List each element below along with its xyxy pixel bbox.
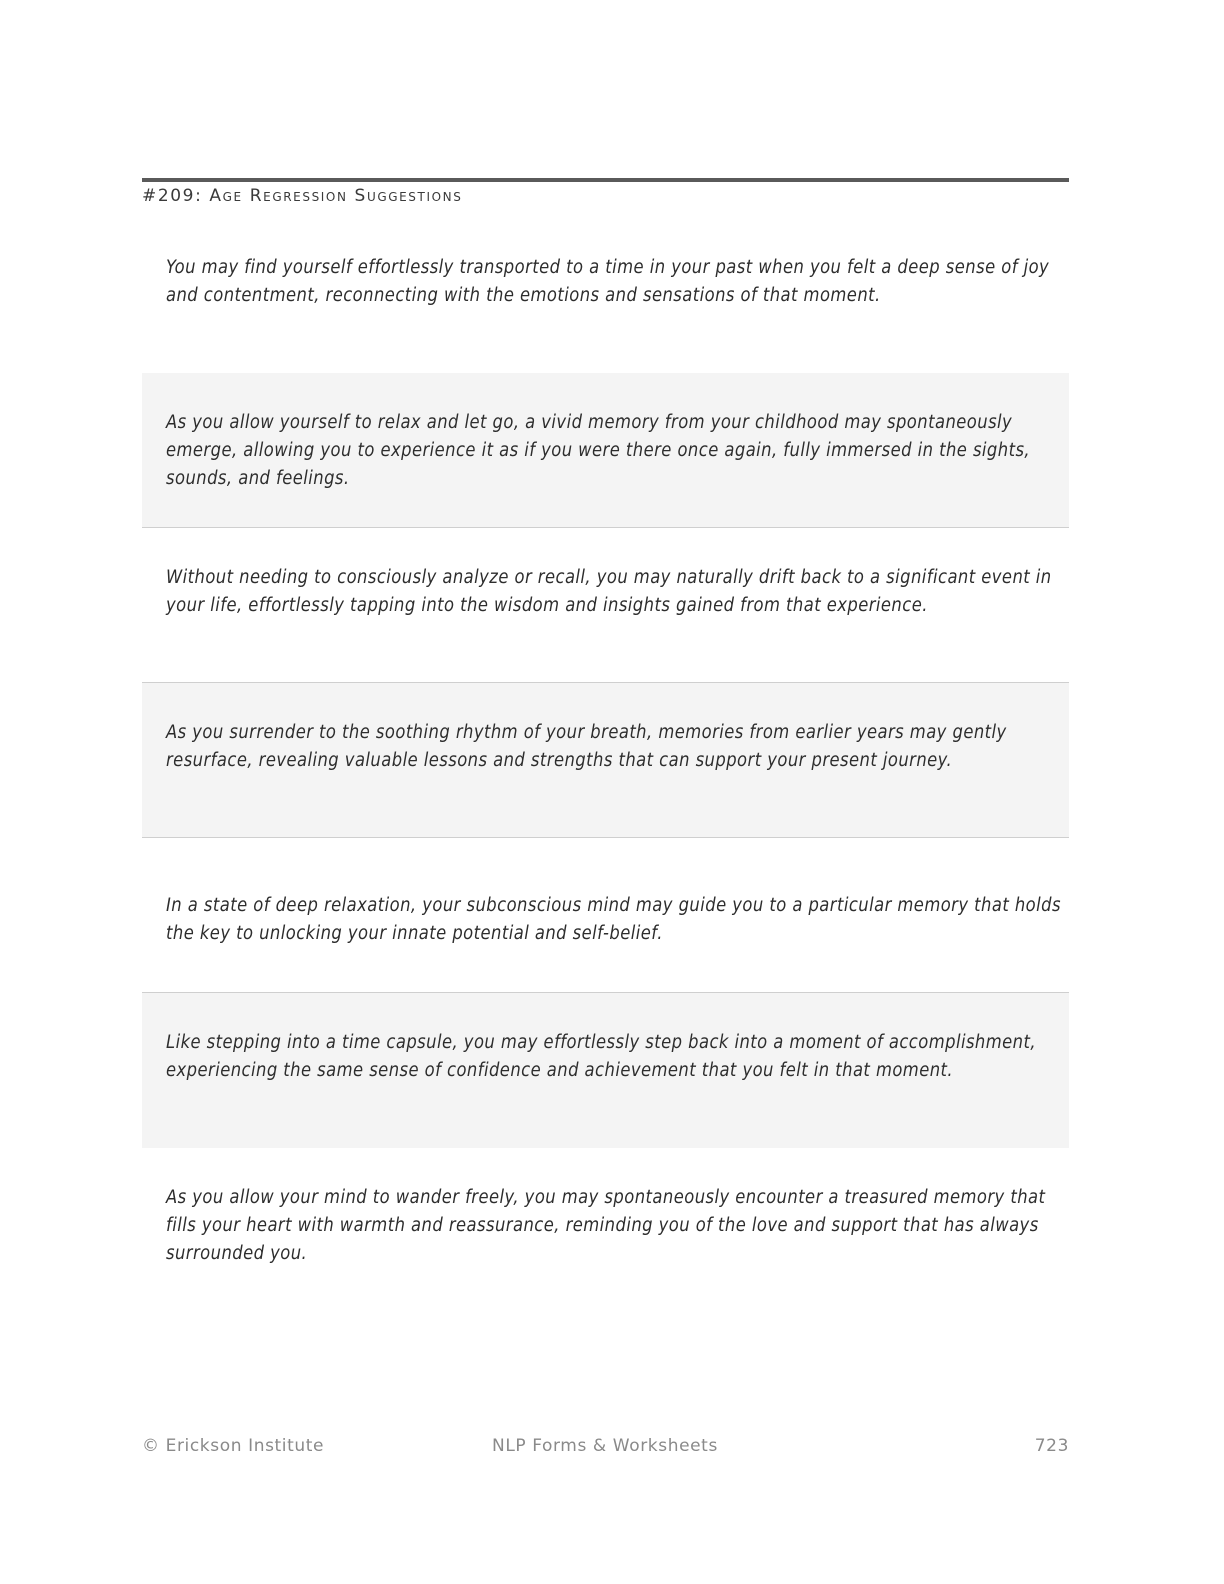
suggestion-text: In a state of deep relaxation, your subconscious mind may guide you to a particular memory that holds the key to unlocking your innate potential and self-belief.: [166, 895, 1061, 944]
suggestion-item: [142, 528, 1069, 683]
suggestion-item: [142, 218, 1069, 373]
suggestion-item: [142, 1148, 1069, 1303]
page-footer: [142, 1436, 1069, 1460]
header-rule: [142, 178, 1069, 182]
suggestion-item: [142, 838, 1069, 993]
suggestion-item: [142, 993, 1069, 1148]
suggestion-text: As you surrender to the soothing rhythm of your breath, memories from earlier years may gently resurface, revealing valuable lessons and strengths that can support your present journey.: [166, 722, 1007, 771]
suggestion-item: [142, 683, 1069, 838]
suggestion-text: Like stepping into a time capsule, you may effortlessly step back into a moment of accomplishment, experiencing the same sense of confidence and achievement that you felt in that moment.: [166, 1032, 1037, 1081]
footer-copyright: © Erickson Institute: [142, 1436, 325, 1456]
suggestion-text: Without needing to consciously analyze or recall, you may naturally drift back to a significant event in your life, effortlessly tapping into the wisdom and insights gained from that experience.: [166, 567, 1052, 616]
suggestion-list: [142, 218, 1069, 1303]
footer-page-number: 723: [1034, 1436, 1069, 1456]
document-page: [142, 0, 1069, 1584]
suggestion-text: You may find yourself effortlessly transported to a time in your past when you felt a deep sense of joy and contentment, reconnecting with the emotions and sensations of that moment.: [166, 257, 1050, 306]
suggestion-text: As you allow yourself to relax and let go, a vivid memory from your childhood may spontaneously emerge, allowing you to experience it as if you were there once again, fully immersed in the sights, sounds, and feelings.: [166, 412, 1031, 489]
page-title: #209: Age Regression Suggestions: [142, 186, 463, 206]
suggestion-item: [142, 373, 1069, 528]
footer-book-title: NLP Forms & Worksheets: [492, 1436, 718, 1456]
suggestion-text: As you allow your mind to wander freely, you may spontaneously encounter a treasured memory that fills your heart with warmth and reassurance, reminding you of the love and support that has always surrounded you.: [166, 1187, 1046, 1264]
